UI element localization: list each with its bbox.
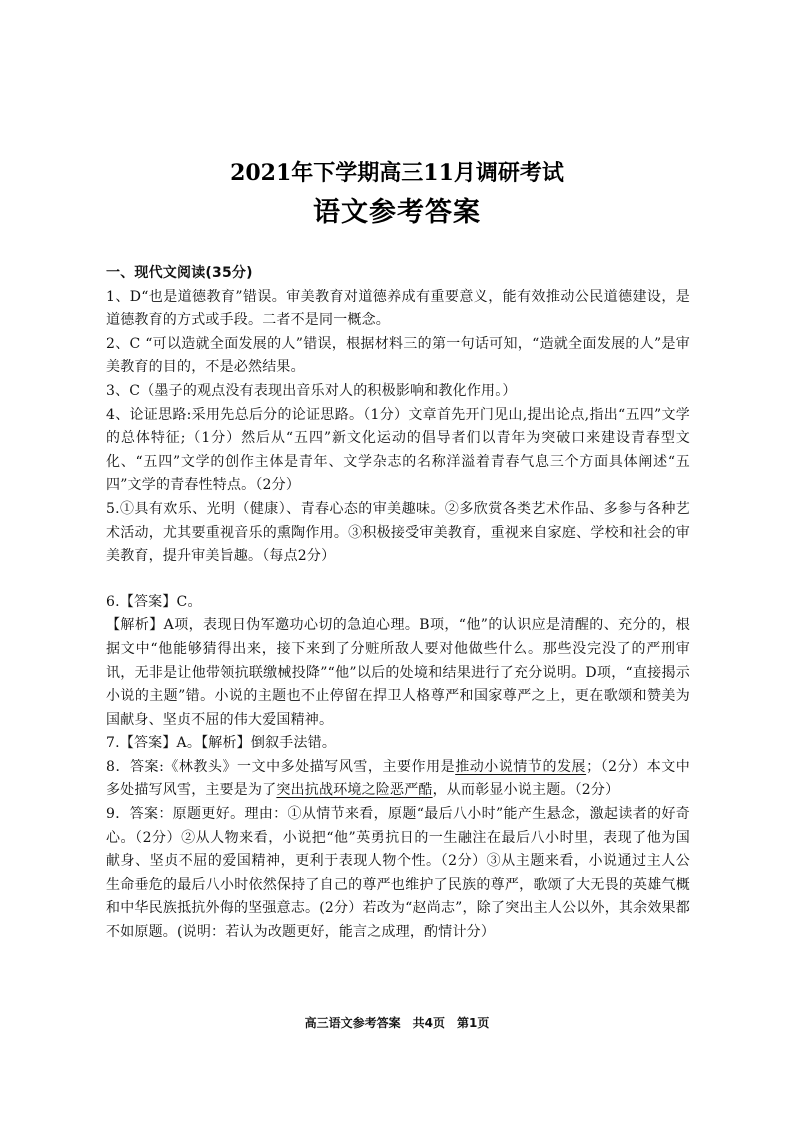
answer-q8-text: ，从而彰显小说主题。（2分） [432, 782, 620, 799]
document-subtitle: 语文参考答案 [313, 197, 481, 228]
analysis-q6: 【解析】A项，表现日伪军邀功心切的急迫心理。B项，“他”的认识应是清醒的、充分的，根据文中“他能够猜得出来，接下来到了分赃所敌人要对他做些什么。那些没完没了的严刑审讯，无非是让他带领抗联缴械投降”“他”以后的处境和结果进行了充分说明。D项，“直接揭示小说的主题”错。小说的主题也不止停留在捍卫人格尊严和国家尊严之上，更在歌颂和赞美为国献身、坚贞不屈的伟大爱国精神。 [106, 617, 690, 728]
page-footer: 高三语文参考答案 共4页 第1页 [304, 1016, 490, 1030]
answer-q9: 9．答案：原题更好。理由：①从情节来看，原题“最后八小时”能产生悬念，激起读者的好奇心。（2分）②从人物来看，小说把“他”英勇抗日的一生融注在最后八小时里，表现了他为国献身、坚贞不屈的爱国精神，更利于表现人物个性。（2分）③从主题来看，小说通过主人公生命垂危的最后八小时依然保持了自己的尊严也维护了民族的尊严，歌颂了大无畏的英雄气概和中华民族抵抗外侮的坚强意志。(2分）若改为“赵尚志”，除了突出主人公以外，其余效果都不如原题。(说明：若认为改题更好，能言之成理，酌情计分） [106, 806, 690, 941]
exam-title: 2021年下学期高三11月调研考试 [230, 160, 564, 186]
answer-q1: 1、D“也是道德教育”错误。审美教育对道德养成有重要意义，能有效推动公民道德建设，是道德教育的方式或手段。二者不是同一概念。 [106, 288, 690, 329]
answer-content [106, 262, 690, 945]
answer-q8-text: 8．答案:《林教头》一文中多处描写风雪，主要作用是 [106, 758, 456, 775]
answer-q8-text: ；（2分）本文中多处描写风雪，主要是为了 [106, 758, 690, 799]
answer-q2: 2、C “可以造就全面发展的人”错误，根据材料三的第一句话可知，“造就全面发展的人”是审美教育的目的，不是必然结果。 [106, 335, 690, 376]
answer-q8 [106, 756, 690, 803]
underlined-phrase: 推动小说情节的发展 [455, 758, 587, 775]
answer-q3: 3、C（墨子的观点没有表现出音乐对人的积极影响和教化作用。） [106, 382, 517, 399]
underlined-phrase: 突出抗战环境之险恶严酷 [276, 782, 433, 799]
answer-q7: 7.【答案】A。【解析】倒叙手法错。 [106, 735, 337, 752]
answer-q5: 5.①具有欢乐、光明（健康）、青春心态的审美趣味。②多欣赏各类艺术作品、多参与各种艺术活动，尤其要重视音乐的熏陶作用。③积极接受审美教育，重视来自家庭、学校和社会的审美教育，提升审美旨趣。（每点2分） [106, 500, 690, 565]
answer-q4: 4、论证思路:采用先总后分的论证思路。（1分）文章首先开门见山,提出论点,指出“五四”文学的总体特征;（1分）然后从“五四”新文化运动的倡导者们以青年为突破口来建设青春型文化、“五四”文学的创作主体是青年、文学杂志的名称洋溢着青春气息三个方面具体阐述“五四”文学的青春性特点。（2分） [106, 406, 690, 494]
answer-q6: 6.【答案】C。 [106, 593, 202, 610]
section-heading: 一、现代文阅读(35分) [106, 265, 253, 281]
